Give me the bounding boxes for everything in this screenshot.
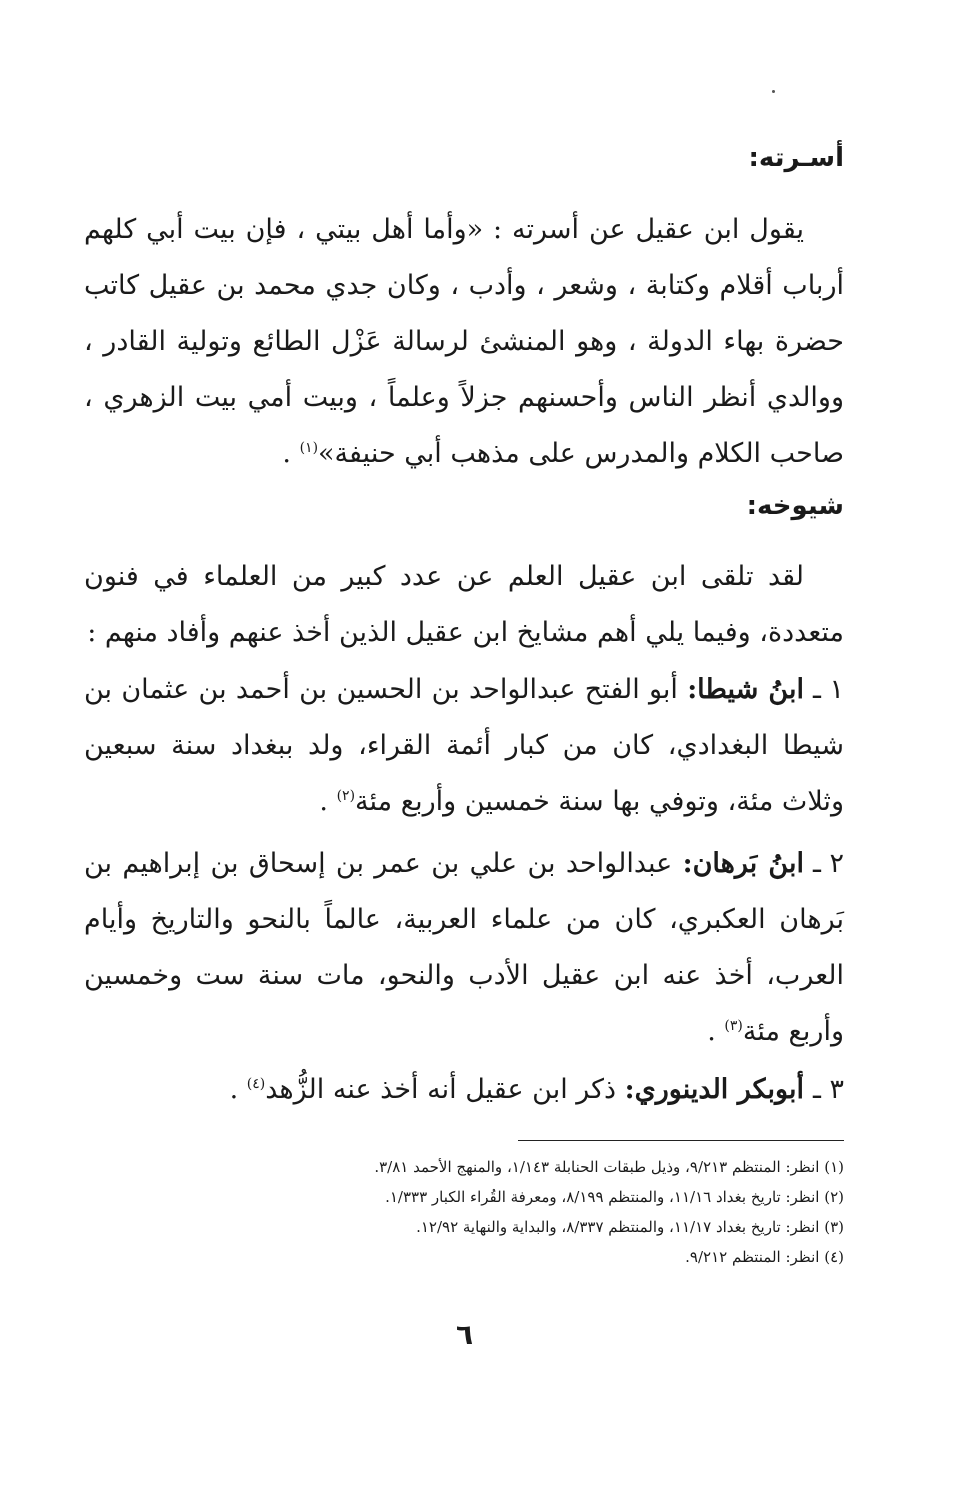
section-heading-teachers: شيوخه: xyxy=(746,491,844,521)
family-paragraph xyxy=(84,202,844,482)
teacher-item-text: أبو الفتح عبدالواحد بن الحسين بن أحمد بن عثمان بن شيطا البغدادي، كان من كبار أئمة القراء، ولد ببغداد سنة سبعين وثلاث مئة، وتوفي بها سنة خمسين وأربع مئة xyxy=(84,674,844,817)
family-paragraph-text: يقول ابن عقيل عن أسرته : «وأما أهل بيتي ، فإن بيت أبي كلهم أرباب أقلام وكتابة ، وشعر ، وأدب ، وكان جدي محمد بن عقيل كاتب حضرة بهاء الدولة ، وهو المنشئ لرسالة عَزْل الطائع وتولية القادر ، ووالدي أنظر الناس وأحسنهم جزلاً وعلماً ، وبيت أمي بيت الزهري ، صاحب الكلام والمدرس على مذهب أبي حنيفة» xyxy=(84,214,844,469)
footnote-ref-2: (٢) xyxy=(336,788,356,804)
footnotes-list xyxy=(84,1152,844,1272)
teacher-item-3 xyxy=(84,1062,844,1118)
teacher-item-name: ابنُ شيطا: xyxy=(687,674,804,705)
footnote-ref-3: (٣) xyxy=(724,1018,743,1034)
teacher-item-text: عبدالواحد بن علي بن عمر بن إسحاق بن إبراهيم بن بَرهان العكبري، كان من علماء العربية، عالماً بالنحو والتاريخ وأيام العرب، أخذ عنه ابن عقيل الأدب والنحو، مات سنة ست وخمسين وأربع مئة xyxy=(84,848,844,1047)
footnote-3: (٣) انظر: تاريخ بغداد ١١/١٧، والمنتظم ٨/٣٣٧، والبداية والنهاية ١٢/٩٢. xyxy=(416,1218,844,1236)
footnote-4: (٤) انظر: المنتظم ٩/٢١٢. xyxy=(685,1248,844,1266)
teacher-item-name: ابنُ بَرهان: xyxy=(682,848,804,879)
page-number: ٦ xyxy=(456,1318,474,1351)
teacher-item-1 xyxy=(84,662,844,830)
teachers-intro: لقد تلقى ابن عقيل العلم عن عدد كبير من العلماء في فنون متعددة، وفيما يلي أهم مشايخ ابن عقيل الذين أخذ عنهم وأفاد منهم : xyxy=(84,561,844,648)
footnote-ref-1: (١) xyxy=(299,440,319,456)
teacher-item-tail: . xyxy=(707,1016,725,1047)
footnote-ref-4: (٤) xyxy=(246,1076,266,1092)
teacher-item-text: ذكر ابن عقيل أنه أخذ عنه الزُّهد xyxy=(265,1074,625,1105)
family-paragraph-tail: . xyxy=(282,438,300,469)
footnote-2: (٢) انظر: تاريخ بغداد ١١/١٦، والمنتظم ٨/١٩٩، ومعرفة القُراء الكبار ١/٣٣٣. xyxy=(385,1188,844,1206)
teacher-item-number: ٢ ـ xyxy=(812,848,844,879)
section-heading-family: أسـرته: xyxy=(748,143,844,173)
teacher-item-tail: . xyxy=(319,786,337,817)
teacher-item-number: ١ ـ xyxy=(812,674,844,705)
footnote-divider xyxy=(518,1140,844,1141)
teacher-item-number: ٣ ـ xyxy=(812,1074,844,1105)
teacher-item-tail: . xyxy=(229,1074,247,1105)
teacher-item-name: أبوبكر الدينوري: xyxy=(624,1074,804,1105)
footnote-1: (١) انظر: المنتظم ٩/٢١٣، وذيل طبقات الحنابلة ١/١٤٣، والمنهج الأحمد ٣/٨١. xyxy=(374,1158,844,1176)
speck-mark xyxy=(772,90,775,93)
teacher-item-2 xyxy=(84,836,844,1060)
